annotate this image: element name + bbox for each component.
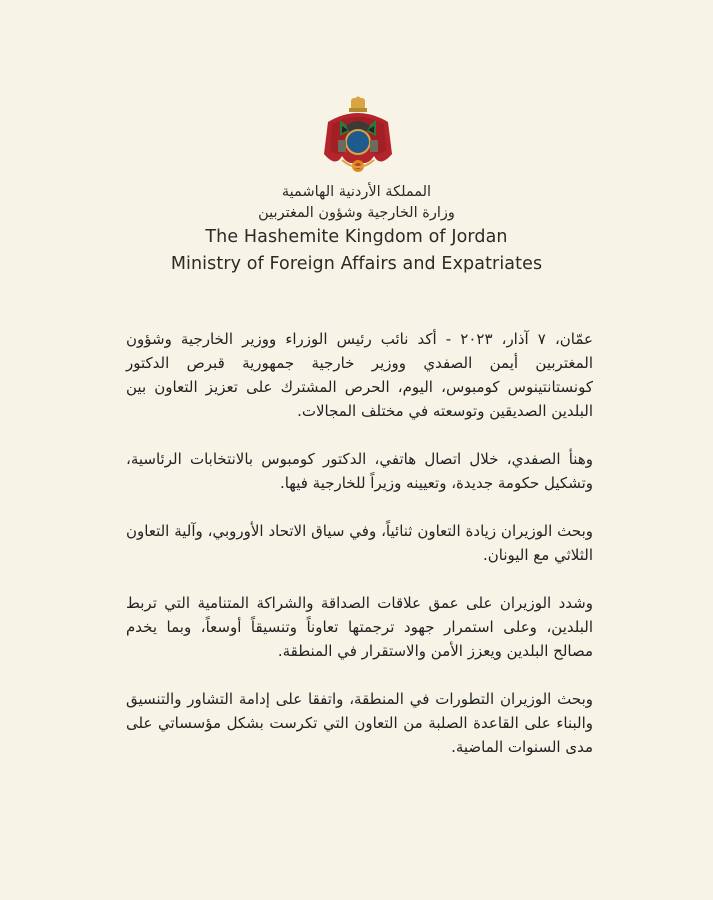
- paragraph: عمّان، ٧ آذار، ٢٠٢٣ - أكد نائب رئيس الوزراء ووزير الخارجية وشؤون المغتربين أيمن الصفدي ووزير خارجية جمهورية قبرص الدكتور كونستانتينوس كومبوس، اليوم، الحرص المشترك على تعزيز التعاون بين البلدين الصديقين وتوسعته في مختلف المجالات.: [126, 330, 593, 420]
- paragraph: وبحث الوزيران زيادة التعاون ثنائياً، وفي سياق الاتحاد الأوروبي، وآلية التعاون الثلاثي مع اليونان.: [126, 522, 593, 564]
- letterhead: [0, 182, 713, 278]
- jordan-coat-of-arms-icon: [318, 96, 398, 178]
- paragraph: وشدد الوزيران على عمق علاقات الصداقة والشراكة المتنامية التي تربط البلدين، وعلى استمرار جهود ترجمتها تعاوناً وتنسيقاً أوسعاً، وبما يخدم مصالح البلدين ويعزز الأمن والاستقرار في المنطقة.: [126, 594, 593, 660]
- paragraph: وبحث الوزيران التطورات في المنطقة، واتفقا على إدامة التشاور والتنسيق والبناء على القاعدة الصلبة من التعاون التي تكرست بشكل مؤسساتي على مدى السنوات الماضية.: [126, 690, 593, 756]
- ministry-name-arabic: وزارة الخارجية وشؤون المغتربين: [258, 205, 455, 221]
- press-release-body: [126, 327, 593, 783]
- ministry-name-english: Ministry of Foreign Affairs and Expatriates: [170, 254, 543, 274]
- paragraph: وهنأ الصفدي، خلال اتصال هاتفي، الدكتور كومبوس بالانتخابات الرئاسية، وتشكيل حكومة جديدة، وتعيينه وزيراً للخارجية فيها.: [126, 450, 593, 492]
- kingdom-name-english: The Hashemite Kingdom of Jordan: [205, 227, 508, 247]
- kingdom-name-arabic: المملكة الأردنية الهاشمية: [281, 184, 432, 200]
